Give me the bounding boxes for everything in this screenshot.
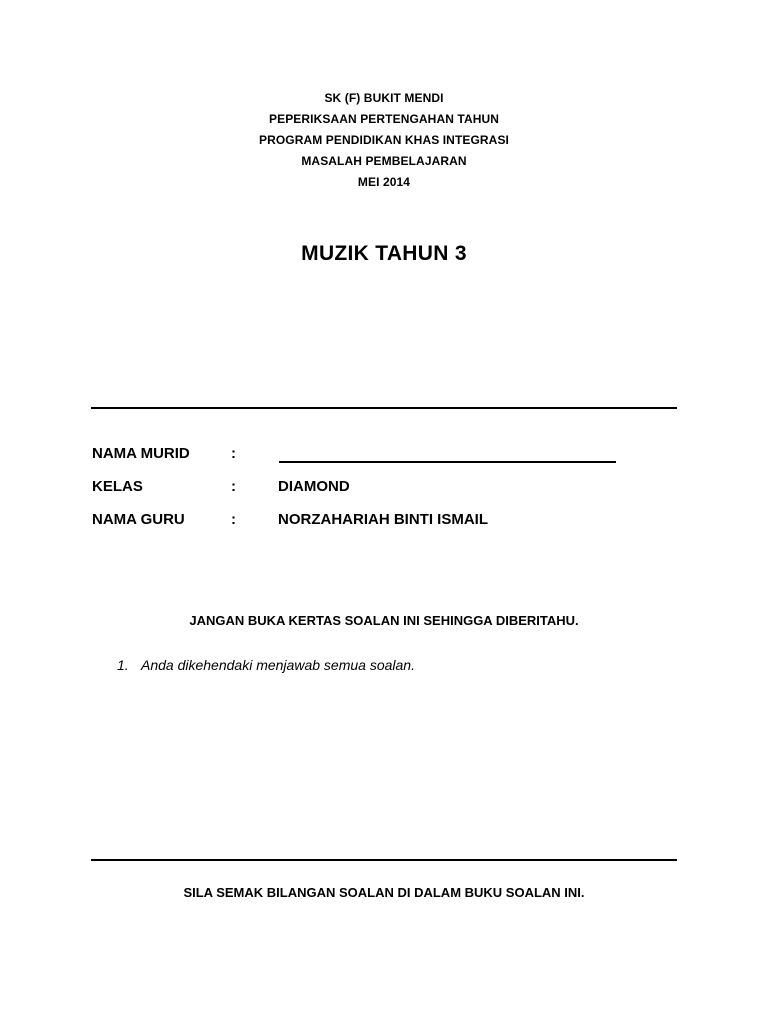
class-label: KELAS [92,478,143,495]
instruction-number: 1. [117,657,129,673]
class-row [92,478,652,500]
teacher-label: NAMA GURU [92,511,185,528]
class-colon: : [231,478,236,495]
bottom-divider [91,859,677,861]
student-name-label: NAMA MURID [92,445,190,462]
student-name-colon: : [231,445,236,462]
check-questions-note: SILA SEMAK BILANGAN SOALAN DI DALAM BUKU SOALAN INI. [183,885,585,900]
instruction-text: Anda dikehendaki menjawab semua soalan. [141,657,415,673]
instruction-item [117,657,677,673]
instructions-list [117,657,677,673]
exam-date: MEI 2014 [357,175,411,189]
teacher-colon: : [231,511,236,528]
exam-title: PEPERIKSAAN PERTENGAHAN TAHUN [268,112,500,126]
do-not-open-warning: JANGAN BUKA KERTAS SOALAN INI SEHINGGA DIBERITAHU. [189,613,579,628]
student-name-row [92,445,652,467]
school-header [0,88,768,193]
school-name: SK (F) BUKIT MENDI [324,91,444,105]
student-name-blank-line [279,461,616,463]
teacher-value: NORZAHARIAH BINTI ISMAIL [278,511,488,528]
program-category: MASALAH PEMBELAJARAN [301,154,467,168]
program-name: PROGRAM PENDIDIKAN KHAS INTEGRASI [259,133,509,147]
teacher-row [92,511,652,533]
top-divider [91,407,677,409]
subject-title: MUZIK TAHUN 3 [301,242,467,265]
class-value: DIAMOND [278,478,350,495]
